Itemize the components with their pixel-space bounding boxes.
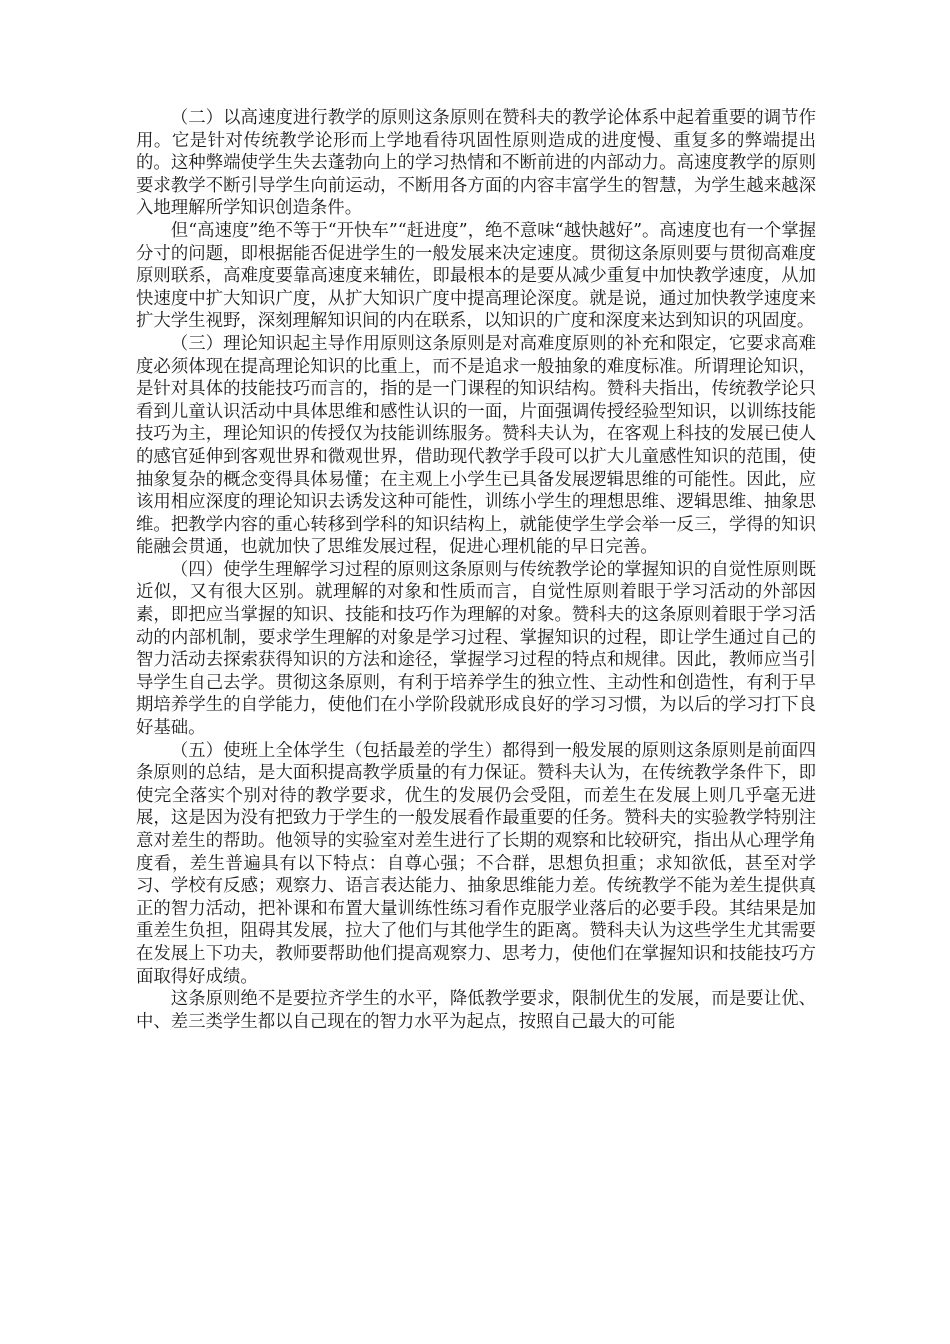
- paragraph-principle-five: （五）使班上全体学生（包括最差的学生）都得到一般发展的原则这条原则是前面四条原则的总结，是大面积提高教学质量的有力保证。赞科夫认为，在传统教学条件下，即使完全落实个别对待的教学要求，优生的发展仍会受阻，而差生在发展上则几乎毫无进展，这是因为没有把致力于学生的一般发展看作最重要的任务。赞科夫的实验教学特别注意对差生的帮助。他领导的实验室对差生进行了长期的观察和比较研究，指出从心理学角度看，差生普遍具有以下特点：自尊心强；不合群，思想负担重；求知欲低，甚至对学习、学校有反感；观察力、语言表达能力、抽象思维能力差。传统教学不能为差生提供真正的智力活动，把补课和布置大量训练性练习看作克服学业落后的必要手段。其结果是加重差生负担，阻碍其发展，拉大了他们与其他学生的距离。赞科夫认为这些学生尤其需要在发展上下功夫，教师要帮助他们提高观察力、思考力，使他们在掌握知识和技能技巧方面取得好成绩。: [136, 740, 816, 987]
- document-body: [136, 107, 816, 1033]
- paragraph-high-speed-clarification: 但“高速度”绝不等于“开快车”“赶进度”，绝不意味“越快越好”。高速度也有一个掌握分寸的问题，即根据能否促进学生的一般发展来决定速度。贯彻这条原则要与贯彻高难度原则联系，高难度要靠高速度来辅佐，即最根本的是要从减少重复中加快教学速度，从加快速度中扩大知识广度，从扩大知识广度中提高理论深度。就是说，通过加快教学速度来扩大学生视野，深刻理解知识间的内在联系，以知识的广度和深度来达到知识的巩固度。: [136, 220, 816, 332]
- paragraph-principle-four: （四）使学生理解学习过程的原则这条原则与传统教学论的掌握知识的自觉性原则既近似，又有很大区别。就理解的对象和性质而言，自觉性原则着眼于学习活动的外部因素，即把应当掌握的知识、技能和技巧作为理解的对象。赞科夫的这条原则着眼于学习活动的内部机制，要求学生理解的对象是学习过程、掌握知识的过程，即让学生通过自己的智力活动去探索获得知识的方法和途径，掌握学习过程的特点和规律。因此，教师应当引导学生自己去学。贯彻这条原则，有利于培养学生的独立性、主动性和创造性，有利于早期培养学生的自学能力，使他们在小学阶段就形成良好的学习习惯，为以后的学习打下良好基础。: [136, 559, 816, 739]
- paragraph-principle-two: （二）以高速度进行教学的原则这条原则在赞科夫的教学论体系中起着重要的调节作用。它是针对传统教学论形而上学地看待巩固性原则造成的进度慢、重复多的弊端提出的。这种弊端使学生失去蓬勃向上的学习热情和不断前进的内部动力。高速度教学的原则要求教学不断引导学生向前运动，不断用各方面的内容丰富学生的智慧，为学生越来越深入地理解所学知识创造条件。: [136, 108, 816, 219]
- paragraph-principle-five-continued: 这条原则绝不是要拉齐学生的水平，降低教学要求，限制优生的发展，而是要让优、中、差三类学生都以自己现在的智力水平为起点，按照自己最大的可能: [136, 989, 816, 1032]
- paragraph-principle-three: （三）理论知识起主导作用原则这条原则是对高难度原则的补充和限定，它要求高难度必须体现在提高理论知识的比重上，而不是追求一般抽象的难度标准。所谓理论知识，是针对具体的技能技巧而言的，指的是一门课程的知识结构。赞科夫指出，传统教学论只看到儿童认识活动中具体思维和感性认识的一面，片面强调传授经验型知识，以训练技能技巧为主，理论知识的传授仅为技能训练服务。赞科夫认为，在客观上科技的发展已使人的感官延伸到客观世界和微观世界，借助现代教学手段可以扩大儿童感性知识的范围，使抽象复杂的概念变得具体易懂；在主观上小学生已具备发展逻辑思维的可能性。因此，应该用相应深度的理论知识去诱发这种可能性，训练小学生的理想思维、逻辑思维、抽象思维。把教学内容的重心转移到学科的知识结构上，就能使学生学会举一反三，学得的知识能融会贯通，也就加快了思维发展过程，促进心理机能的早日完善。: [136, 333, 816, 558]
